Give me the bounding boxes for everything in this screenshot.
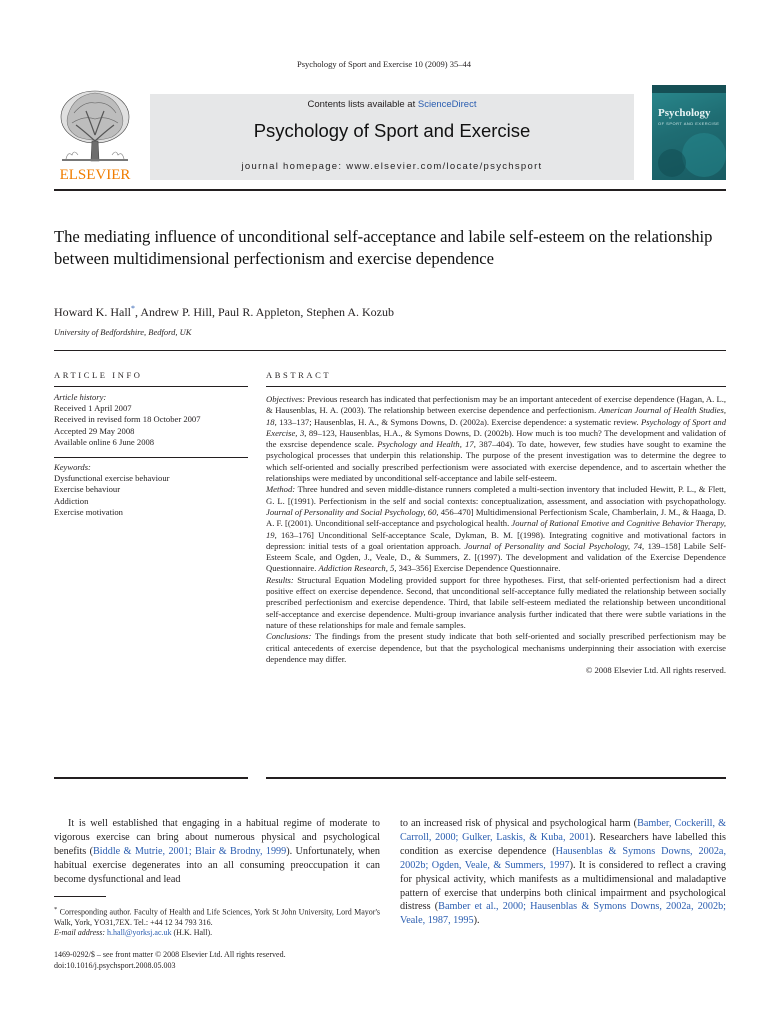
history-item: Received 1 April 2007 xyxy=(54,403,132,414)
affiliation: University of Bedfordshire, Bedford, UK xyxy=(54,327,192,337)
author-lead: Howard K. Hall xyxy=(54,305,131,319)
conclusions-label: Conclusions: xyxy=(266,631,312,642)
corresponding-author-mark[interactable]: * xyxy=(130,304,135,313)
history-label: Article history: xyxy=(54,392,107,402)
affiliation-rule xyxy=(54,350,726,351)
body-column-left: It is well established that engaging in a habitual regime of moderate to vigorous exercise can bring about numerous physical and psychological benefits (Biddle & Mutrie, 2001; Blair & Brodny, 1999). Unfortunately, when habitual exercise degenerates into an all consuming preoccupation it can become dysfunctional and lead xyxy=(54,818,380,885)
issn-doi-block xyxy=(54,950,286,971)
abstract-body xyxy=(266,394,726,676)
footnote-mark: * xyxy=(54,906,58,913)
elsevier-tree-icon xyxy=(54,85,136,182)
elsevier-logo[interactable] xyxy=(54,85,136,182)
running-head: Psychology of Sport and Exercise 10 (2009) 35–44 xyxy=(297,59,471,69)
cover-title: Psychology xyxy=(658,107,711,119)
journal-banner xyxy=(150,94,634,180)
cover-pattern-icon xyxy=(652,85,726,180)
abstract-bottom-rule xyxy=(266,777,726,779)
article-info-rule xyxy=(54,386,248,387)
cover-subtitle: OF SPORT AND EXERCISE xyxy=(658,121,720,126)
journal-masthead xyxy=(54,85,726,182)
keywords-label: Keywords: xyxy=(54,462,91,472)
keyword-item: Dysfunctional exercise behaviour xyxy=(54,473,170,484)
citation-link[interactable]: Bamber, Cockerill, & Carroll, 2000; Gulker, Laskis, & Kuba, 2001 xyxy=(400,818,726,843)
journal-cover-thumbnail[interactable] xyxy=(652,85,726,180)
author-rest: , Andrew P. Hill, Paul R. Appleton, Stephen A. Kozub xyxy=(134,305,394,319)
sciencedirect-link[interactable]: ScienceDirect xyxy=(417,99,477,110)
footnote-address: * Corresponding author. Faculty of Health and Life Sciences, York St John University, Lord Mayor's Walk, York, YO31,7EX. Tel.: +44 12 34 793 316. xyxy=(54,906,380,927)
keywords-rule xyxy=(54,457,248,458)
footnote-email-line: E-mail address: h.hall@yorksj.ac.uk (H.K. Hall). xyxy=(54,928,213,938)
abstract-method: Method: Three hundred and seven middle-distance runners completed a multi-section inventory that included Hewitt, P. L., & Flett, G. L. [(1991). Perfectionism in the self and social contexts: conceptualization, assessment, and association with psychopathology. Journal of Personality and Social Psychology, 60, 456–470] Multidimensional Perfectionism Scale, Chamberlain, J. M., & Haaga, D. A. F. [(2001). Unconditional self-acceptance and psychological health. Journal of Rational Emotive and Cognitive Behavior Therapy, 19, 163–176] Unconditional Self-acceptance Scale, Dykman, B. M. [(1998). Integrating cognitive and motivational factors in depression: initial tests of a goal orientation approach. Journal of Personality and Social Psychology, 74, 139–158] Labile Self-Esteem Scale, and Ogden, J., Veale, D., & Summers, Z. [(1997). The development and validation of the Exercise Dependence Questionnaire. Addiction Research, 5, 343–356] Exercise Dependence Questionnaire. xyxy=(266,484,726,574)
email-link[interactable]: h.hall@yorksj.ac.uk xyxy=(107,928,172,938)
citation-link[interactable]: Bamber et al., 2000; Hausenblas & Symons Downs, 2002a, 2002b; Veale, 1987, 1995 xyxy=(400,901,726,927)
abstract-heading: ABSTRACT xyxy=(266,370,332,380)
abstract-results: Results: Structural Equation Modeling provided support for three hypotheses. First, that self-oriented perfectionism had a direct positive effect on exercise dependence. Second, that unconditional self-acceptance fully mediated the relationship between socially prescribed perfectionism and exercise dependence. Third, that labile self-esteem mediated the relationship between unconditional self-acceptance and exercise dependence. Multi-group invariance analysis further indicated that there were subtle variations in the nature of these relationships for male and female samples. xyxy=(266,574,726,630)
elsevier-wordmark: ELSEVIER xyxy=(59,167,131,182)
corresponding-author-footnote xyxy=(54,905,380,938)
copyright-notice: © 2008 Elsevier Ltd. All rights reserved. xyxy=(585,665,726,676)
body-column-right: to an increased risk of physical and psychological harm (Bamber, Cockerill, & Carroll, 2000; Gulker, Laskis, & Kuba, 2001). Researchers have labelled this condition as exercise dependence (Hausenblas & Symons Downs, 2002a, 2002b; Ogden, Veale, & Summers, 1997). It is considered to reflect a craving for physical activity, which manifests as a multidimensional and maladaptive pattern of exercise that underpins both clinical impairment and psychological distress (Bamber et al., 2000; Hausenblas & Symons Downs, 2002a, 2002b; Veale, 1987, 1995). xyxy=(400,818,726,927)
footnote-rule xyxy=(54,896,106,897)
keyword-item: Exercise motivation xyxy=(54,506,123,517)
abstract-objectives: Objectives: Previous research has indicated that perfectionism may be an important antecedent of exercise dependence (Hagan, A. L., & Hausenblas, H. A. (2003). The relationship between exercise dependence and perfectionism. American Journal of Health Studies, 18, 133–137; Hausenblas, H. A., & Symons Downs, D. (2002a). Exercise dependence: a systematic review. Psychology of Sport and Exercise, 3, 89–123, Hausenblas, H.A., & Symons Downs, D. (2002b). How much is too much? The development and validation of the exsrcise dependence scale. Psychology and Health, 17, 387–404). To date, however, few studies have sought to examine the psychological processes that underpin this relationship. The purpose of the present investigation was to determine the degree to which self-oriented and socially prescribed perfectionism were associated with exercise dependence, and to ascertain whether the relationships were mediated by unconditional self-acceptance and labile self-esteem. xyxy=(266,394,727,484)
journal-homepage[interactable]: journal homepage: www.elsevier.com/locate/psychsport xyxy=(241,161,543,172)
keywords xyxy=(54,462,248,518)
front-matter-line: 1469-0292/$ – see front matter © 2008 Elsevier Ltd. All rights reserved. xyxy=(54,950,286,959)
objectives-label: Objectives: xyxy=(266,394,306,404)
abstract-rule xyxy=(266,386,726,387)
history-item: Available online 6 June 2008 xyxy=(54,436,155,447)
abstract-conclusions: Conclusions: The findings from the present study indicate that both self-oriented and socially prescribed perfectionism may be critical antecedents of exercise dependence, but that the psychological mechanisms underpinning their association with exercise dependence may differ. xyxy=(266,631,726,664)
article-info-bottom-rule xyxy=(54,777,248,779)
contents-line xyxy=(150,99,634,110)
article-info-heading: ARTICLE INFO xyxy=(54,370,143,380)
masthead-rule xyxy=(54,189,726,191)
citation-link[interactable]: Hausenblas & Symons Downs, 2002a, 2002b; Ogden, Veale, & Summers, 1997 xyxy=(400,845,726,871)
history-item: Accepted 29 May 2008 xyxy=(54,425,135,436)
history-item: Received in revised form 18 October 2007 xyxy=(54,414,201,425)
article-title: The mediating influence of unconditional self-acceptance and labile self-esteem on the relationship between multidimensional perfectionism and exercise dependence xyxy=(54,227,713,268)
keyword-item: Exercise behaviour xyxy=(54,484,121,495)
results-label: Results: xyxy=(266,574,294,585)
author-list xyxy=(54,304,394,320)
contents-prefix: Contents lists available at xyxy=(307,99,418,110)
article-history xyxy=(54,392,248,448)
journal-name: Psychology of Sport and Exercise xyxy=(253,120,531,141)
citation-link[interactable]: Biddle & Mutrie, 2001; Blair & Brodny, 1999 xyxy=(93,845,287,857)
doi-line[interactable]: doi:10.1016/j.psychsport.2008.05.003 xyxy=(54,960,176,970)
email-label: E-mail address: xyxy=(54,928,108,938)
keyword-item: Addiction xyxy=(54,495,89,506)
method-label: Method: xyxy=(266,484,296,495)
